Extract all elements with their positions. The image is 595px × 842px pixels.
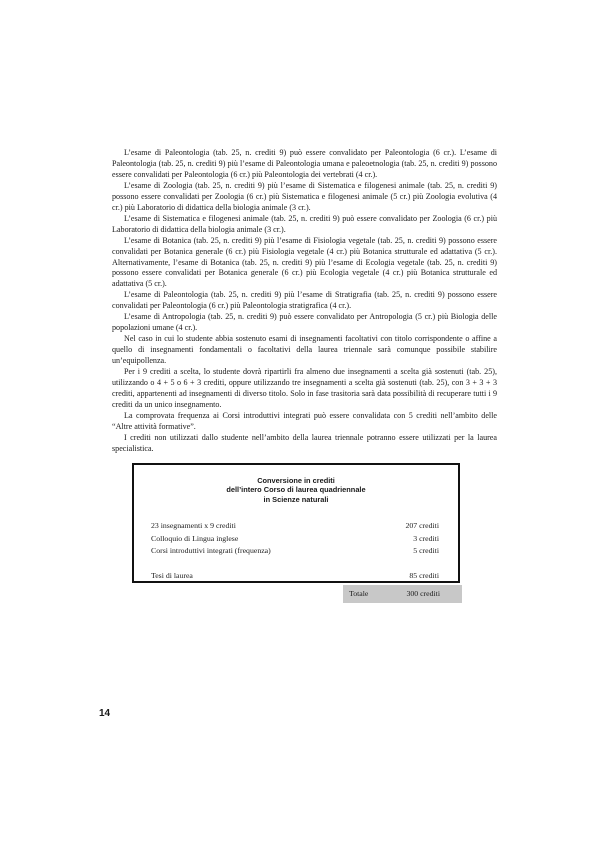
paragraph: L’esame di Paleontologia (tab. 25, n. crediti 9) può essere convalidato per Paleontologia (6 cr.). L’esame di Paleontologia (tab. 25, n. crediti 9) più l’esame di Paleontologia umana e paleoetnologia (tab. 25, n. crediti 9) possono essere convalidati per Paleontologia (6 cr.) più Paleontologia dei vertebrati (4 cr.). bbox=[112, 148, 497, 179]
paragraph: La comprovata frequenza ai Corsi introduttivi integrati può essere convalidata con 5 crediti nell’ambito delle “Altre attività formative”. bbox=[112, 410, 497, 431]
credits-row bbox=[151, 520, 439, 533]
paragraph: Nel caso in cui lo studente abbia sostenuto esami di insegnamenti facoltativi con titolo corrispondente o affine a quello di insegnamenti fondamentali o facoltativi della laurea triennale sarà comunque possibile stabilire un’equipollenza. bbox=[112, 334, 497, 366]
credits-row-label: Colloquio di Lingua inglese bbox=[151, 533, 239, 543]
credits-conversion-box bbox=[132, 463, 460, 583]
paragraph: L’esame di Zoologia (tab. 25, n. crediti 9) più l’esame di Sistematica e filogenesi animale (tab. 25, n. crediti 9) possono essere convalidati per Zoologia (6 cr.) più Sistematica e filogenesi animale (5 cr.) più Zoologia evolutiva (4 cr.) più Laboratorio di didattica della biologia animale (3 cr.). bbox=[112, 180, 497, 212]
credits-row bbox=[151, 545, 439, 558]
paragraph: I crediti non utilizzati dallo studente nell’ambito della laurea triennale potranno essere utilizzati per la laurea specialistica. bbox=[112, 432, 497, 453]
credits-row bbox=[151, 570, 439, 583]
paragraph: L’esame di Sistematica e filogenesi animale (tab. 25, n. crediti 9) può essere convalidato per Zoologia (6 cr.) più Laboratorio di didattica della biologia animale (3 cr.). bbox=[112, 213, 497, 234]
box-title bbox=[134, 476, 458, 504]
paragraph: L’esame di Botanica (tab. 25, n. crediti 9) più l’esame di Fisiologia vegetale (tab. 25, n. crediti 9) possono essere convalidati per Botanica generale (6 cr.) più Fisiologia vegetale (4 cr.) più Botanica strutturale ed adattativa (5 cr.). Alternativamente, l’esame di Botanica (tab. 25, n. crediti 9) più l’esame di Ecologia vegetale (tab. 25, n. crediti 9) possono essere convalidati per Botanica generale (6 cr.) più Ecologia vegetale (4 cr.) più Botanica strutturale ed adattativa (5 cr.). bbox=[112, 235, 497, 289]
total-bar bbox=[343, 585, 462, 603]
total-value: 300 crediti bbox=[406, 589, 440, 598]
credits-list bbox=[151, 520, 439, 582]
credits-row-value: 85 crediti bbox=[409, 570, 439, 580]
paragraph: Per i 9 crediti a scelta, lo studente dovrà ripartirli fra almeno due insegnamenti a scelta già sostenuti (tab. 25), utilizzando o 4 + 5 o 6 + 3 crediti, oppure utilizzando tre insegnamenti a scelta già sostenuti (tab. 25), con 3 + 3 + 3 crediti, appartenenti ad insegnamenti di diverso titolo. Solo in fase trasitoria sarà data possibilità di recuperare tutti i 9 crediti da un unico insegnamento. bbox=[112, 367, 497, 409]
credits-row-value: 5 crediti bbox=[413, 546, 439, 555]
credits-row-label: Tesi di laurea bbox=[151, 570, 193, 580]
box-title-line: in Scienze naturali bbox=[263, 494, 329, 504]
page-number: 14 bbox=[99, 708, 111, 719]
credits-row-value: 3 crediti bbox=[413, 533, 439, 543]
total-label: Totale bbox=[349, 589, 369, 598]
body-text bbox=[112, 148, 497, 455]
credits-row bbox=[151, 533, 439, 546]
box-title-line: dell’intero Corso di laurea quadriennale bbox=[226, 485, 366, 495]
box-title-line: Conversione in crediti bbox=[257, 476, 335, 485]
credits-row-label: 23 insegnamenti x 9 crediti bbox=[151, 521, 236, 530]
paragraph: L’esame di Antropologia (tab. 25, n. crediti 9) può essere convalidato per Antropologia (5 cr.) più Biologia delle popolazioni umane (4 cr.). bbox=[112, 312, 497, 333]
credits-row-value: 207 crediti bbox=[405, 521, 439, 530]
paragraph: L’esame di Paleontologia (tab. 25, n. crediti 9) più l’esame di Stratigrafia (tab. 25, n. crediti 9) possono essere convalidati per Paleontologia (6 cr.) più Paleontologia stratigrafica (4 cr.). bbox=[112, 290, 497, 311]
credits-row-label: Corsi introduttivi integrati (frequenza) bbox=[151, 546, 271, 555]
